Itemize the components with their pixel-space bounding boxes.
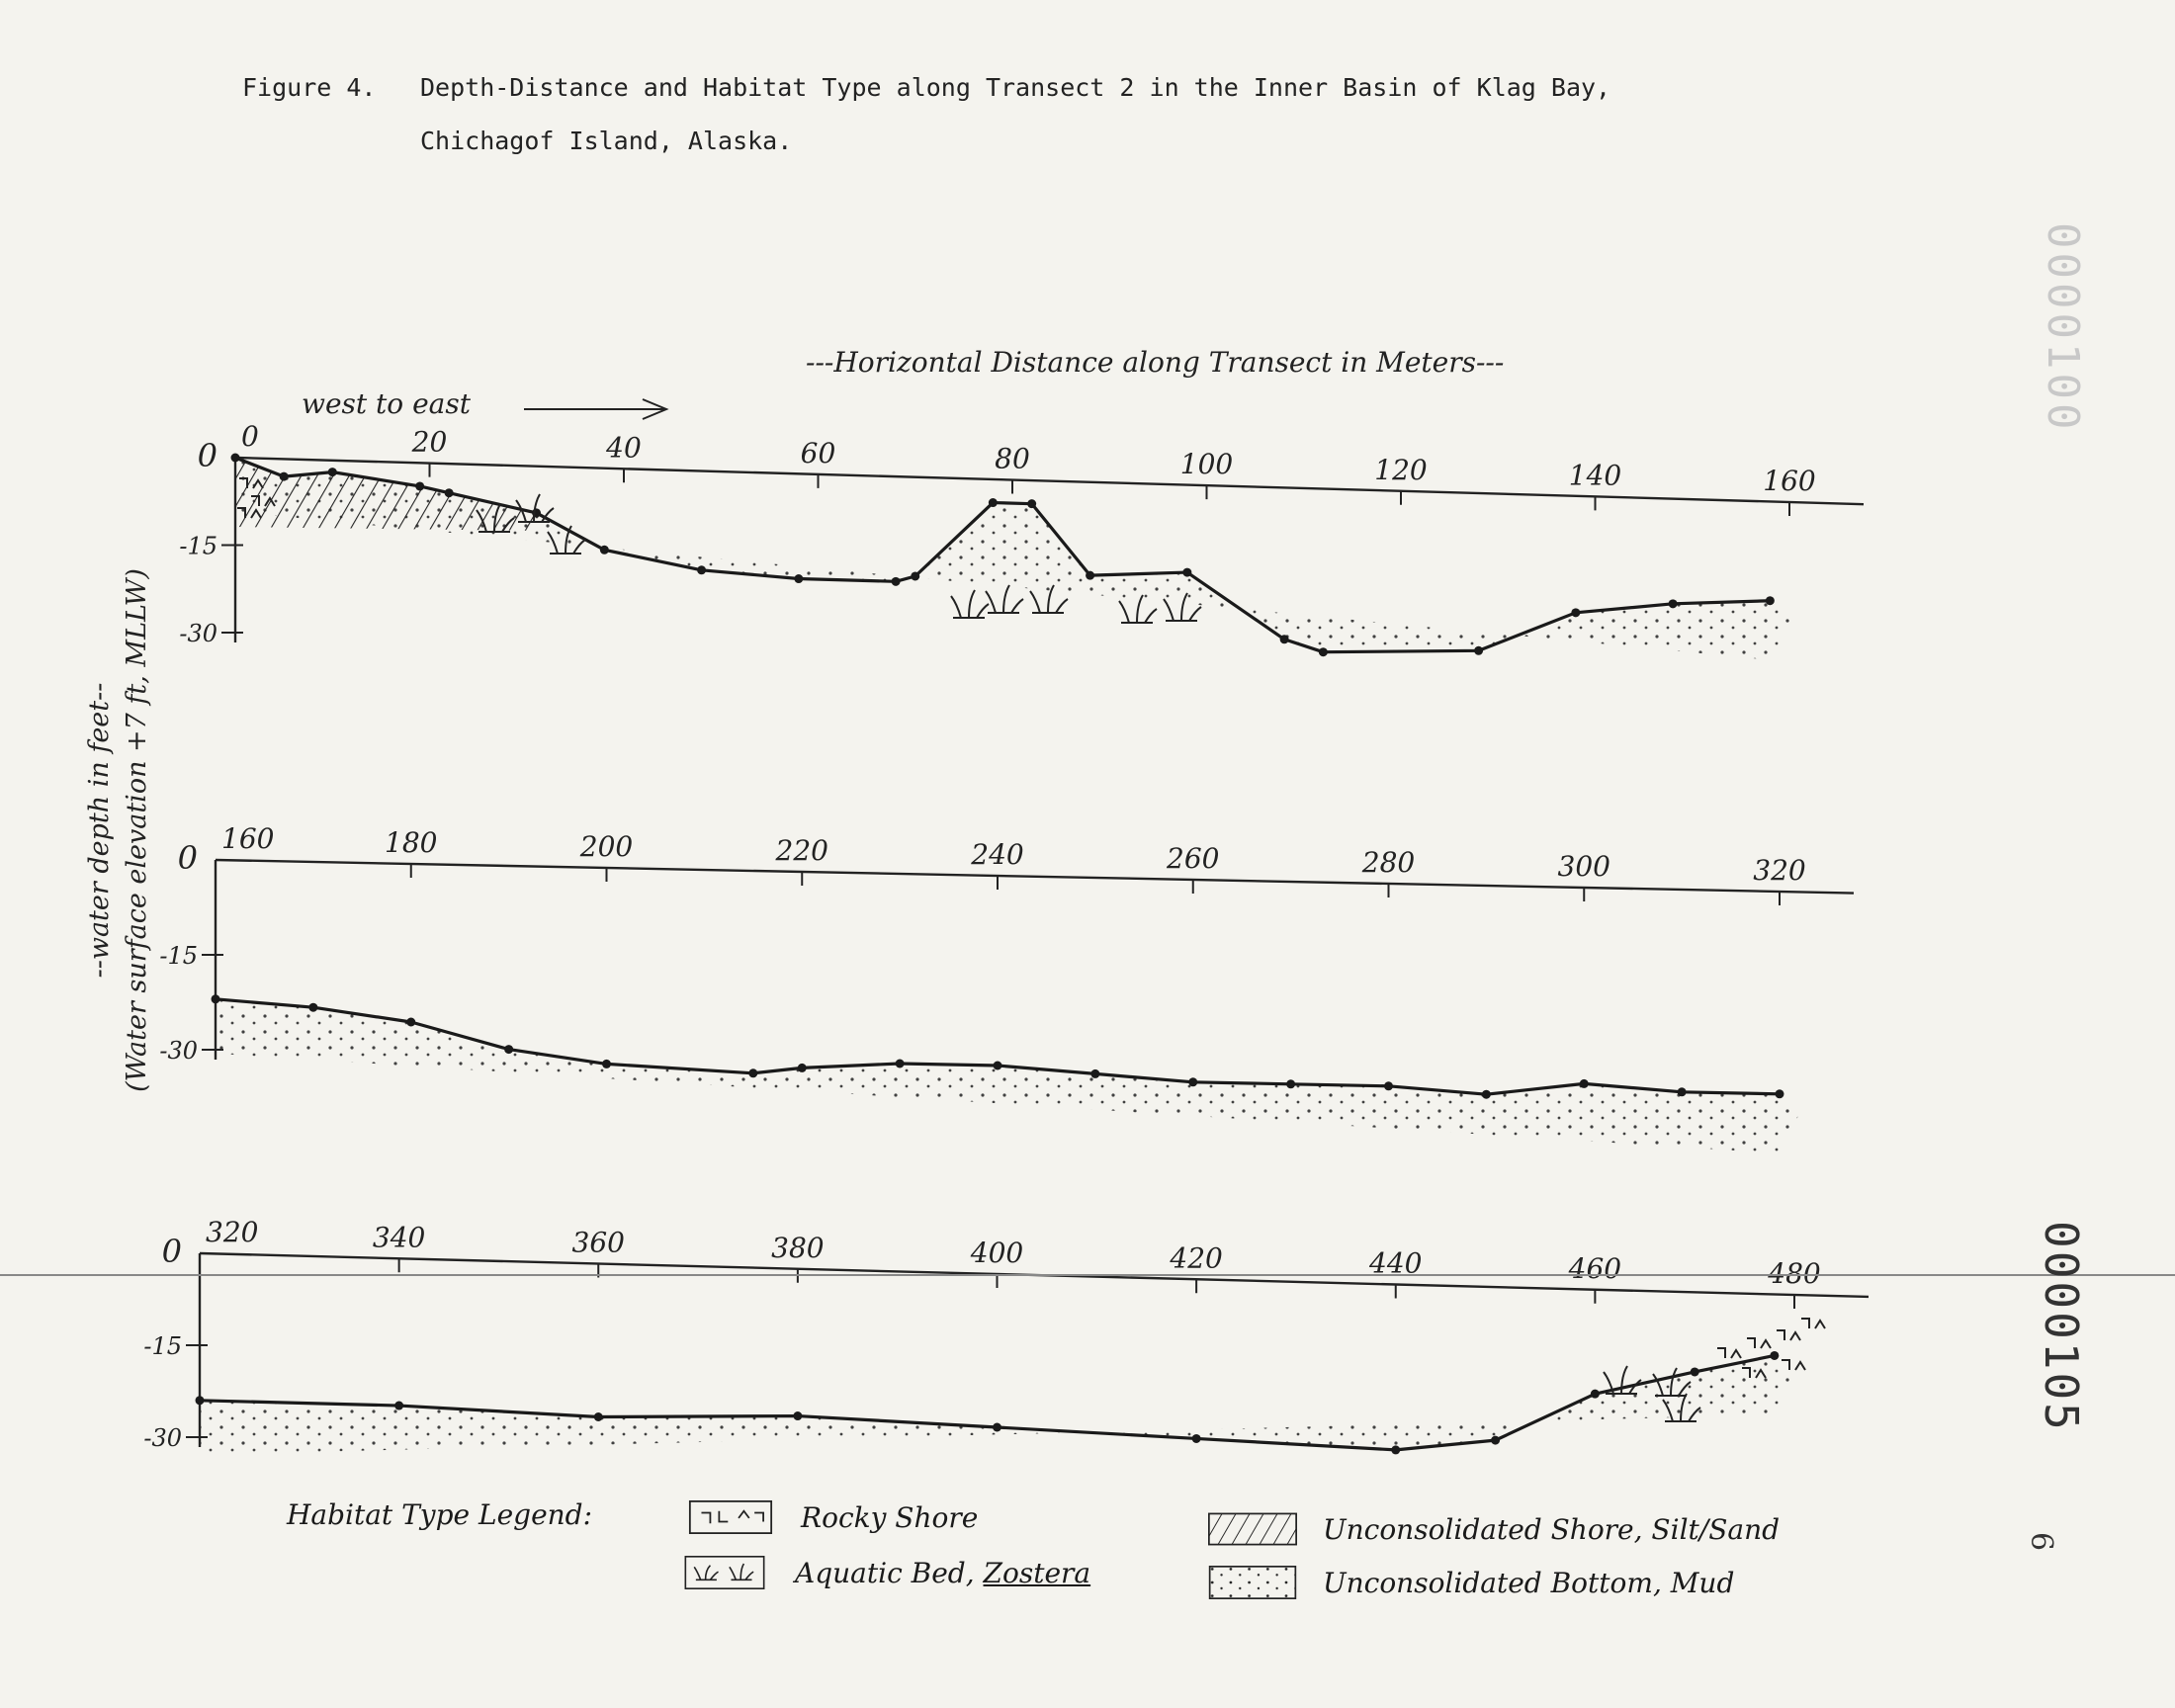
legend-label-zostera: Zostera [983,1556,1091,1589]
distance-tick-label: 80 [995,442,1030,475]
legend-item-rocky-shore [686,1500,978,1534]
depth-tick-label: -15 [143,1332,182,1360]
legend-label-aquatic-bed-prefix: Aquatic Bed, [795,1556,984,1589]
depth-sample-point [896,1060,905,1068]
rocky-shore-glyph [1777,1330,1800,1340]
depth-tick-label: -15 [159,942,198,970]
depth-panel-2 [159,822,1854,1153]
zostera-glyph [951,590,989,618]
depth-tick-label: 0 [161,1233,182,1270]
distance-tick-label: 140 [1568,459,1622,492]
distance-tick-label: 40 [606,431,642,465]
distance-tick-label: 460 [1568,1251,1622,1285]
depth-tick-label: -30 [143,1424,182,1452]
depth-sample-point [1491,1436,1500,1445]
unconsolidated-bottom-swatch [1208,1566,1297,1599]
depth-sample-point [993,1423,1001,1432]
depth-sample-point [231,454,240,463]
depth-sample-point [1391,1445,1400,1454]
depth-sample-point [602,1060,611,1068]
depth-tick-label: -30 [159,1037,198,1065]
legend-item-aquatic-bed [680,1556,1090,1589]
aquatic-bed-swatch [680,1556,769,1589]
depth-sample-point [748,1068,757,1077]
distance-tick-label: 280 [1361,846,1416,879]
depth-sample-point [794,574,803,583]
depth-sample-point [394,1402,403,1410]
depth-sample-point [1571,608,1580,617]
y-axis-title-line-2: (Water surface elevation +7 ft, MLLW) [122,568,152,1092]
depth-sample-point [445,488,454,497]
depth-sample-point [1188,1077,1197,1086]
depth-sample-point [697,565,706,574]
depth-sample-point [504,1045,513,1054]
figure-number: Figure 4. [242,73,377,102]
depth-sample-point [406,1018,415,1027]
distance-tick-label: 440 [1369,1246,1423,1280]
distance-tick-label: 260 [1167,842,1220,875]
x-axis-title: ---Horizontal Distance along Transect in Meters--- [806,346,1505,379]
legend-label-unconsolidated-shore: Unconsolidated Shore, Silt/Sand [1323,1512,1781,1546]
distance-tick-label: 360 [571,1226,625,1259]
legend-label-unconsolidated-bottom: Unconsolidated Bottom, Mud [1323,1566,1735,1599]
legend-label-aquatic-bed [795,1557,1090,1589]
rocky-shore-glyph [1747,1338,1771,1348]
depth-sample-point [1482,1090,1491,1099]
depth-sample-point [1086,571,1094,580]
direction-text: west to east [302,387,471,420]
silt-sand-shore-fill [235,458,537,531]
direction-arrow [524,399,666,419]
depth-sample-point [1776,1089,1784,1098]
distance-tick-label: 160 [221,822,275,855]
legend-item-unconsolidated-bottom [1208,1566,1734,1599]
depth-sample-point [892,577,901,586]
distance-tick-label: 220 [775,834,828,867]
depth-sample-point [1192,1434,1201,1443]
depth-sample-point [1319,647,1328,656]
panels [143,420,1869,1455]
depth-panel-1 [179,420,1864,660]
depth-sample-point [911,571,919,580]
y-axis-title-line-1: --water depth in feet-- [84,682,115,979]
depth-sample-point [1678,1087,1687,1096]
distance-tick-label: 400 [970,1237,1024,1269]
page-number: 6 [2024,1532,2058,1552]
distance-tick-label: 340 [372,1221,426,1254]
distance-tick-label: 320 [206,1216,259,1248]
depth-sample-point [196,1396,205,1405]
depth-tick-label: 0 [197,437,218,474]
distance-tick-label: 100 [1179,448,1234,481]
distance-tick-label: 0 [241,420,259,453]
mud-fill [216,999,1799,1153]
rocky-shore-glyph [1801,1319,1825,1328]
distance-tick-label: 320 [1753,854,1806,887]
depth-sample-point [1591,1390,1600,1399]
depth-sample-point [600,546,609,555]
depth-sample-point [798,1064,807,1072]
legend-label-rocky-shore: Rocky Shore [801,1500,979,1534]
distance-tick-label: 120 [1374,453,1428,486]
distance-tick-label: 160 [1763,465,1816,497]
depth-tick-label: 0 [177,839,198,877]
depth-sample-point [308,1003,317,1012]
depth-sample-point [1090,1069,1099,1078]
depth-tick-label: -30 [179,620,218,647]
depth-sample-point [328,468,337,476]
zostera-stroke [986,585,1023,613]
depth-sample-point [1474,646,1483,655]
depth-sample-point [212,994,220,1003]
depth-sample-point [793,1411,802,1420]
document-stamp: 0000105 [2035,1221,2088,1433]
depth-sample-point [1384,1081,1393,1090]
depth-sample-point [1280,635,1289,643]
distance-tick-label: 60 [800,436,836,470]
distance-tick-label: 240 [971,838,1024,871]
rocky-shore-swatch [686,1500,775,1534]
depth-sample-point [1770,1351,1779,1360]
legend-title: Habitat Type Legend: [287,1498,593,1531]
depth-sample-point [989,498,998,507]
depth-sample-point [1286,1079,1295,1088]
depth-sample-point [1580,1079,1589,1088]
distance-tick-label: 300 [1557,850,1610,883]
depth-sample-point [1669,599,1678,608]
distance-tick-label: 380 [771,1231,825,1264]
depth-sample-point [1691,1367,1699,1376]
distance-tick-label: 200 [579,830,634,863]
depth-tick-label: -15 [179,532,218,560]
distance-tick-label: 420 [1170,1241,1223,1275]
depth-sample-point [415,481,424,490]
depth-panel-3 [143,1216,1869,1455]
distance-tick-label: 20 [411,425,448,459]
caption-line-1: Depth-Distance and Habitat Type along Transect 2 in the Inner Basin of Klag Bay, [420,73,1611,102]
rocky-shore-glyph [1717,1348,1741,1358]
caption-line-2: Chichagof Island, Alaska. [420,127,793,155]
depth-sample-point [280,472,289,481]
zostera-glyph [986,585,1023,613]
document-stamp-faint: 0000100 [2038,222,2088,434]
depth-sample-point [1766,596,1775,605]
depth-sample-point [994,1062,1002,1070]
depth-sample-point [1182,568,1191,577]
zostera-stroke [951,590,989,618]
scan-fold-line [0,1274,2175,1276]
legend-item-unconsolidated-shore [1208,1512,1780,1546]
distance-tick-label: 480 [1768,1257,1821,1290]
mud-fill [200,1355,1794,1454]
depth-sample-point [1027,499,1036,508]
depth-sample-point [594,1412,603,1421]
unconsolidated-shore-swatch [1208,1512,1297,1546]
distance-tick-label: 180 [385,826,438,859]
